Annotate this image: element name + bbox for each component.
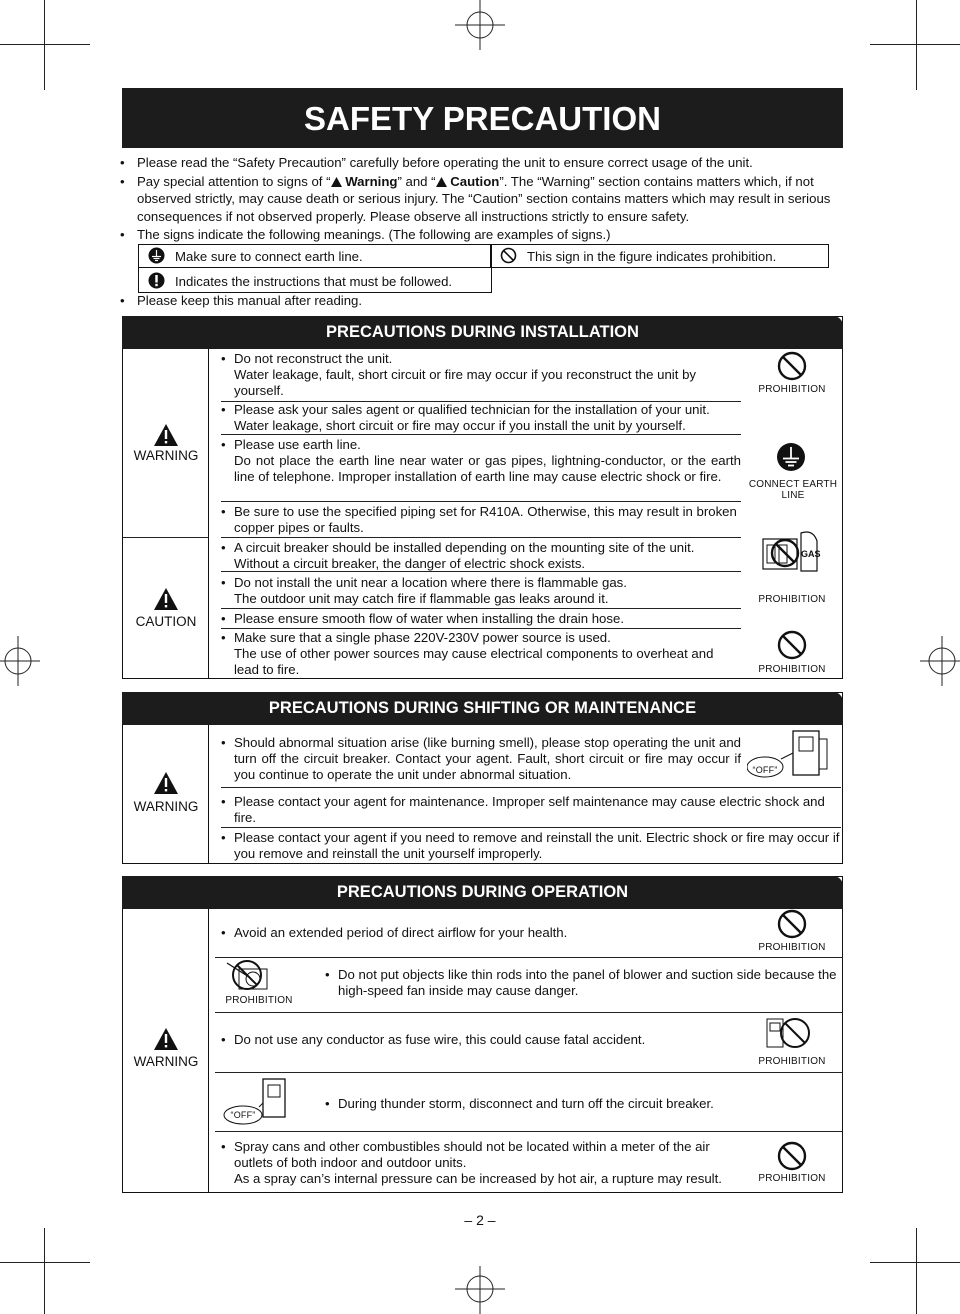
- prohibition-tag: PROHIBITION: [758, 664, 826, 675]
- crop-mark: [870, 44, 960, 45]
- fan-rod-icon: [225, 959, 275, 995]
- warning-label: WARNING: [133, 1054, 199, 1069]
- warning-label: WARNING: [133, 799, 199, 814]
- divider: [221, 501, 741, 502]
- prohibition-tag: PROHIBITION: [758, 942, 826, 953]
- operation-item: • Do not put objects like thin rods into the panel of blower and suction side because the high-speed fan inside may cause danger.: [325, 967, 843, 999]
- prohibition-tag: PROHIBITION: [758, 1056, 826, 1067]
- warning-triangle-icon: [331, 177, 342, 187]
- intro-line: • Pay special attention to signs of “ Warning” and “ Caution”. The “Warning” section contains matters which, if not observed strictly, may cause death or serious injury. The “Caution” section contains matters which may result in serious consequences if not observed properly. Please observe all instructions strictly to ensure safety.: [120, 173, 842, 225]
- maintenance-item: • Please contact your agent for maintenance. Improper self maintenance may cause electric shock and fire.: [221, 794, 841, 826]
- intro-line: • The signs indicate the following meanings. (The following are examples of signs.): [120, 226, 842, 243]
- install-item: • Please ask your sales agent or qualified technician for the installation of your unit. Water leakage, short circuit or fire may occur if you install the unit by yourself.: [221, 402, 741, 434]
- crop-mark: [870, 1262, 960, 1263]
- sign-prohibit-text: This sign in the figure indicates prohibition.: [527, 249, 777, 264]
- page-number: – 2 –: [464, 1212, 496, 1228]
- gas-label: GAS: [801, 549, 821, 559]
- intro-line: • Please read the “Safety Precaution” carefully before operating the unit to ensure correct usage of the unit.: [120, 154, 842, 171]
- install-item: • A circuit breaker should be installed depending on the mounting site of the unit. Without a circuit breaker, the danger of electric shock exists.: [221, 540, 741, 572]
- intro-text: [120, 154, 842, 243]
- divider: [221, 571, 741, 572]
- section-operation: [122, 876, 843, 1193]
- label-column: [123, 349, 209, 679]
- crop-mark: [0, 1262, 90, 1263]
- earth-icon: [148, 247, 165, 264]
- divider: [215, 1131, 843, 1132]
- install-item: • Please use earth line. Do not place the earth line near water or gas pipes, lightning-conductor, or the earth line of telephone. Improper installation of earth line may cause electric shock or fire.: [221, 437, 741, 484]
- earth-icon: [776, 442, 806, 472]
- divider: [215, 957, 843, 958]
- connect-earth-tag: CONNECT EARTH LINE: [748, 479, 838, 501]
- registration-mark-icon: [920, 636, 960, 686]
- operation-item: • Do not use any conductor as fuse wire, this could cause fatal accident.: [221, 1032, 741, 1048]
- prohibition-tag: PROHIBITION: [758, 594, 826, 605]
- sign-earth: [138, 244, 492, 268]
- prohibition-icon: [777, 630, 807, 660]
- sign-must: [138, 267, 492, 293]
- divider: [221, 827, 841, 828]
- operation-item: • Spray cans and other combustibles should not be located within a meter of the air outlets of both indoor and outdoor units. As a spray can’s internal pressure can be increased by hot air, a rupture may result.: [221, 1139, 741, 1186]
- install-item: • Do not install the unit near a location where there is flammable gas. The outdoor unit may catch fire if flammable gas leaks around it.: [221, 575, 741, 607]
- divider: [221, 787, 841, 788]
- gas-cylinder-icon: [761, 527, 829, 585]
- registration-mark-icon: [455, 0, 505, 50]
- prohibition-icon: [500, 247, 517, 264]
- operation-item: • During thunder storm, disconnect and turn off the circuit breaker.: [325, 1096, 843, 1112]
- prohibition-tag: PROHIBITION: [758, 1173, 826, 1184]
- sign-legend: [138, 244, 829, 294]
- prohibition-icon: [777, 909, 807, 939]
- divider: [215, 1012, 843, 1013]
- off-tag: “OFF”: [752, 765, 778, 775]
- sign-earth-text: Make sure to connect earth line.: [175, 249, 363, 264]
- divider: [123, 537, 209, 538]
- exclamation-icon: [148, 272, 165, 289]
- install-item: • Do not reconstruct the unit. Water leakage, fault, short circuit or fire may occur if you reconstruct the unit by yourself.: [221, 351, 741, 398]
- operation-item: • Avoid an extended period of direct airflow for your health.: [221, 925, 741, 941]
- maintenance-item: • Please contact your agent if you need to remove and reinstall the unit. Electric shock or fire may occur if you remove and reinstall the unit yourself improperly.: [221, 830, 841, 862]
- crop-mark: [916, 0, 917, 90]
- registration-mark-icon: [0, 636, 40, 686]
- warning-triangle-icon: [154, 1028, 178, 1050]
- crop-mark: [44, 0, 45, 90]
- divider: [221, 608, 741, 609]
- section-header: PRECAUTIONS DURING INSTALLATION: [122, 316, 843, 349]
- section-header: PRECAUTIONS DURING SHIFTING OR MAINTENANCE: [122, 692, 843, 725]
- caution-triangle-icon: [436, 177, 447, 187]
- warning-triangle-icon: [154, 424, 178, 446]
- registration-mark-icon: [455, 1266, 505, 1314]
- install-item: • Make sure that a single phase 220V-230V power source is used. The use of other power sources may cause electrical components to overheat and lead to fire.: [221, 630, 741, 677]
- warning-label: WARNING: [133, 448, 199, 463]
- prohibition-tag: PROHIBITION: [758, 384, 826, 395]
- caution-mention: Caution: [436, 174, 500, 189]
- caution-triangle-icon: [154, 588, 178, 610]
- install-item: • Be sure to use the specified piping set for R410A. Otherwise, this may result in broken copper pipes or faults.: [221, 504, 741, 536]
- off-tag: “OFF”: [230, 1110, 256, 1120]
- maintenance-item: • Should abnormal situation arise (like burning smell), please stop operating the unit and turn off the circuit breaker. Contact your agent. Fault, short circuit or fire may occur if you continue to operate the unit under abnormal situation.: [221, 735, 741, 782]
- prohibition-icon: [777, 351, 807, 381]
- warning-mention: Warning: [331, 174, 398, 189]
- crop-mark: [0, 44, 90, 45]
- warning-triangle-icon: [154, 772, 178, 794]
- divider: [221, 434, 741, 435]
- label-column: [123, 909, 209, 1193]
- prohibition-tag: PROHIBITION: [225, 995, 293, 1006]
- fuse-wire-icon: [761, 1015, 821, 1055]
- sign-must-text: Indicates the instructions that must be followed.: [175, 274, 453, 289]
- keep-manual-note: • Please keep this manual after reading.: [120, 293, 362, 308]
- section-maintenance: [122, 692, 843, 864]
- section-installation: [122, 316, 843, 679]
- label-column: [123, 725, 209, 864]
- divider: [221, 537, 741, 538]
- crop-mark: [916, 1228, 917, 1314]
- page-title: SAFETY PRECAUTION: [122, 88, 843, 148]
- crop-mark: [44, 1228, 45, 1314]
- section-header: PRECAUTIONS DURING OPERATION: [122, 876, 843, 909]
- prohibition-icon: [777, 1141, 807, 1171]
- install-item: • Please ensure smooth flow of water when installing the drain hose.: [221, 611, 741, 627]
- sign-prohibit: [490, 244, 829, 268]
- divider: [215, 1072, 843, 1073]
- caution-label: CAUTION: [135, 614, 197, 629]
- divider: [221, 628, 741, 629]
